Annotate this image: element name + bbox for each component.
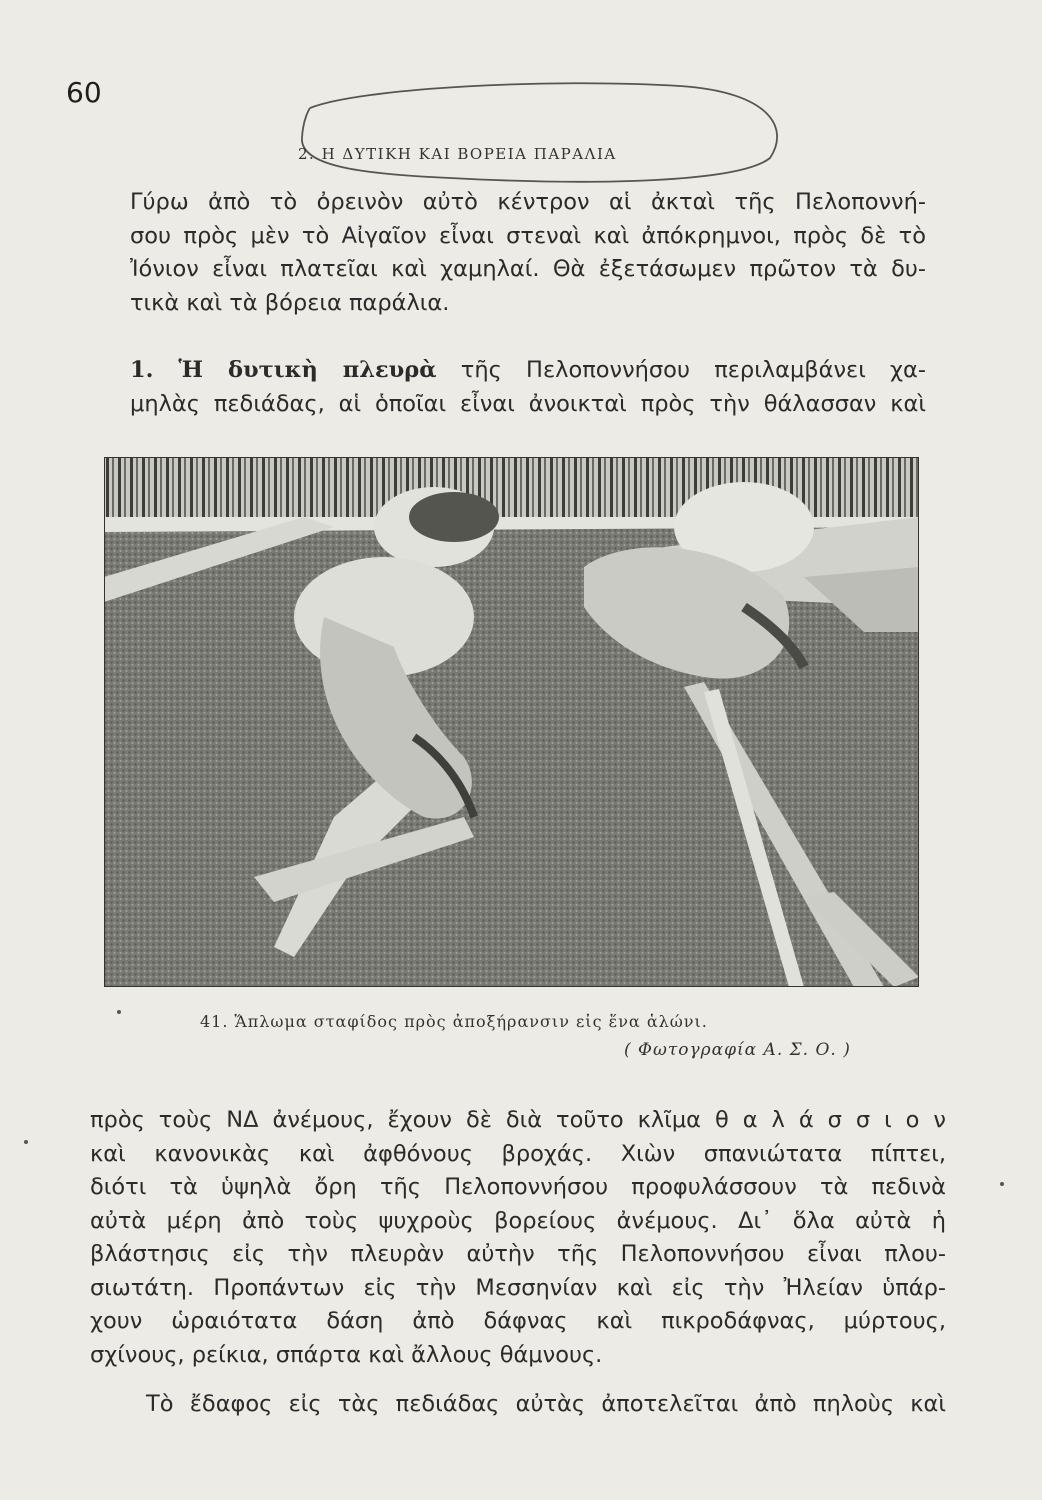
text-line: αὐτὰ μέρη ἀπὸ τοὺς ψυχροὺς βορείους ἀνέμους. Δι᾽ ὅλα αὐτὰ ἡ — [90, 1207, 946, 1234]
text-line: σιωτάτη. Προπάντων εἰς τὴν Μεσσηνίαν καὶ εἰς τὴν Ἠλείαν ὑπάρ- — [90, 1274, 946, 1301]
text-line: Γύρω ἀπὸ τὸ ὀρεινὸν αὐτὸ κέντρον αἱ ἀκταὶ τῆς Πελοποννή- — [130, 189, 926, 215]
figure-credit: ( Φωτογραφία Α. Σ. Ο. ) — [624, 1040, 851, 1060]
text-line: πρὸς τοὺς ΝΔ ἀνέμους, ἔχουν δὲ διὰ τοῦτο κλῖμα θ α λ ά σ σ ι ο ν — [90, 1107, 946, 1133]
text-line: καὶ κανονικὰς καὶ ἀφθόνους βροχάς. Χιὼν σπανιώτατα πίπτει, — [90, 1140, 946, 1167]
text-line — [130, 354, 926, 388]
print-speck — [117, 1010, 121, 1014]
text-line: χουν ὡραιότατα δάση ἀπὸ δάφνας καὶ πικροδάφνας, μύρτους, — [90, 1308, 946, 1334]
paragraph-climate — [90, 1104, 946, 1372]
photo-illustration — [104, 457, 919, 987]
photo-raisin-drying — [104, 457, 919, 987]
text-line: Ἰόνιον εἶναι πλατεῖαι καὶ χαμηλαί. Θὰ ἐξετάσωμεν πρῶτον τὰ δυ- — [130, 256, 926, 282]
page-number: 60 — [66, 76, 102, 109]
print-speck — [1000, 1182, 1004, 1186]
text-run: τῆς Πελοποννήσου περιλαμβάνει χα- — [436, 357, 926, 383]
figure-caption: 41. Ἅπλωμα σταφίδος πρὸς ἀποξήρανσιν εἰς ἕνα ἁλώνι. — [200, 1012, 708, 1031]
print-speck — [24, 1140, 28, 1144]
text-line: τικὰ καὶ τὰ βόρεια παράλια. — [130, 289, 450, 316]
text-line: Τὸ ἔδαφος εἰς τὰς πεδιάδας αὐτὰς ἀποτελεῖται ἀπὸ πηλοὺς καὶ — [146, 1391, 946, 1417]
text-line: μηλὰς πεδιάδας, αἱ ὁποῖαι εἶναι ἀνοικταὶ πρὸς τὴν θάλασσαν καὶ — [130, 390, 926, 417]
text-line: διότι τὰ ὑψηλὰ ὄρη τῆς Πελοποννήσου προφυλάσσουν τὰ πεδινὰ — [90, 1174, 946, 1200]
paragraph-soil — [90, 1388, 946, 1422]
pencil-oval-mark — [300, 78, 786, 186]
subsection-title: 1. Ἡ δυτικὴ πλευρὰ — [130, 357, 437, 383]
section-heading: 2. Η ΔΥΤΙΚΗ ΚΑΙ ΒΟΡΕΙΑ ΠΑΡΑΛΙΑ — [298, 145, 617, 163]
text-line: σου πρὸς μὲν τὸ Αἰγαῖον εἶναι στεναὶ καὶ ἀπόκρημνοι, πρὸς δὲ τὸ — [130, 222, 926, 249]
paragraph-west-coast — [130, 354, 926, 421]
text-line: βλάστησις εἰς τὴν πλευρὰν αὐτὴν τῆς Πελοποννήσου εἶναι πλου- — [90, 1241, 946, 1267]
paragraph-intro — [130, 186, 926, 320]
text-line: σχίνους, ρείκια, σπάρτα καὶ ἄλλους θάμνους. — [90, 1341, 603, 1368]
